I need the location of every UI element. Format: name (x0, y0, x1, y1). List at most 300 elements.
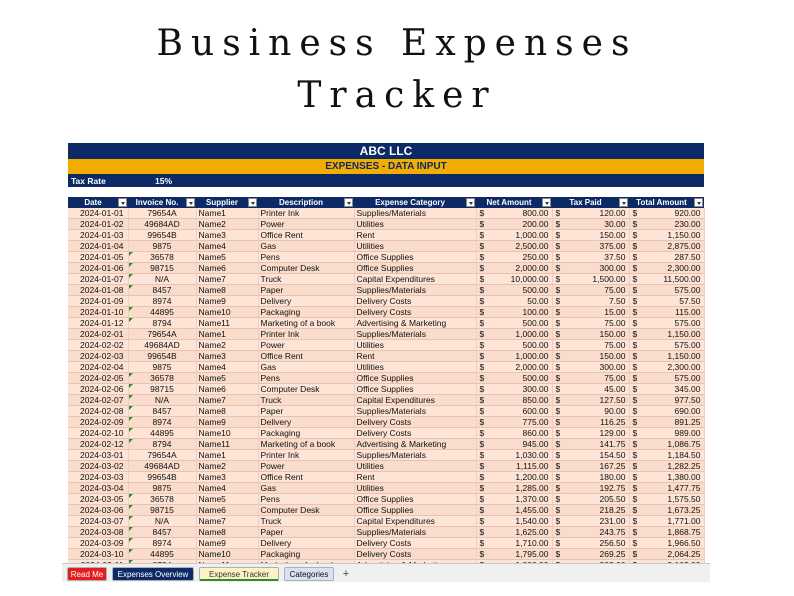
cell-total-amount[interactable] (629, 351, 704, 362)
cell-date[interactable] (68, 538, 128, 549)
cell-net-amount[interactable] (476, 329, 552, 340)
cell-date[interactable] (68, 329, 128, 340)
cell-total-amount[interactable] (629, 384, 704, 395)
filter-dropdown-icon[interactable] (118, 198, 127, 207)
cell-description[interactable] (258, 285, 354, 296)
cell-category[interactable] (354, 549, 476, 560)
cell-tax-paid[interactable] (552, 373, 629, 384)
cell-description[interactable] (258, 219, 354, 230)
column-header-net-amount[interactable]: Net Amount (476, 197, 552, 208)
cell-tax-paid[interactable] (552, 296, 629, 307)
cell-invoice[interactable] (128, 450, 196, 461)
cell-supplier[interactable] (196, 417, 258, 428)
cell-net-amount[interactable] (476, 219, 552, 230)
cell-category[interactable] (354, 296, 476, 307)
cell-net-amount[interactable] (476, 516, 552, 527)
cell-invoice[interactable] (128, 307, 196, 318)
cell-tax-paid[interactable] (552, 384, 629, 395)
cell-total-amount[interactable] (629, 263, 704, 274)
cell-tax-paid[interactable] (552, 219, 629, 230)
cell-supplier[interactable] (196, 252, 258, 263)
cell-tax-paid[interactable] (552, 307, 629, 318)
cell-total-amount[interactable] (629, 417, 704, 428)
cell-date[interactable] (68, 428, 128, 439)
cell-net-amount[interactable] (476, 307, 552, 318)
cell-invoice[interactable] (128, 208, 196, 219)
cell-category[interactable] (354, 351, 476, 362)
cell-total-amount[interactable] (629, 549, 704, 560)
cell-supplier[interactable] (196, 505, 258, 516)
cell-supplier[interactable] (196, 527, 258, 538)
cell-net-amount[interactable] (476, 505, 552, 516)
cell-supplier[interactable] (196, 241, 258, 252)
cell-invoice[interactable] (128, 373, 196, 384)
table-row (68, 318, 704, 329)
cell-total-amount[interactable] (629, 406, 704, 417)
cell-total-amount[interactable] (629, 296, 704, 307)
cell-invoice[interactable] (128, 483, 196, 494)
cell-description[interactable] (258, 483, 354, 494)
cell-date[interactable] (68, 274, 128, 285)
cell-total-amount[interactable] (629, 472, 704, 483)
cell-total-amount[interactable] (629, 483, 704, 494)
cell-tax-paid[interactable] (552, 406, 629, 417)
currency-symbol: $ (479, 505, 485, 515)
cell-value: 891.25 (674, 417, 701, 427)
tab-read-me[interactable]: Read Me (67, 567, 107, 581)
tax-rate-value[interactable]: 15% (155, 176, 173, 186)
cell-tax-paid[interactable] (552, 252, 629, 263)
cell-value: 500.00 (522, 318, 549, 328)
cell-date[interactable] (68, 417, 128, 428)
cell-category[interactable] (354, 219, 476, 230)
cell-supplier[interactable] (196, 384, 258, 395)
cell-total-amount[interactable] (629, 494, 704, 505)
cell-description[interactable] (258, 395, 354, 406)
cell-invoice[interactable] (128, 252, 196, 263)
cell-tax-paid[interactable] (552, 395, 629, 406)
cell-supplier[interactable] (196, 230, 258, 241)
cell-total-amount[interactable] (629, 527, 704, 538)
cell-description[interactable] (258, 329, 354, 340)
filter-dropdown-icon[interactable] (542, 198, 551, 207)
cell-category[interactable] (354, 252, 476, 263)
cell-supplier[interactable] (196, 318, 258, 329)
cell-description[interactable] (258, 362, 354, 373)
cell-invoice[interactable] (128, 384, 196, 395)
cell-net-amount[interactable] (476, 362, 552, 373)
cell-description[interactable] (258, 241, 354, 252)
cell-tax-paid[interactable] (552, 417, 629, 428)
cell-supplier[interactable] (196, 219, 258, 230)
cell-net-amount[interactable] (476, 483, 552, 494)
cell-net-amount[interactable] (476, 384, 552, 395)
cell-net-amount[interactable] (476, 461, 552, 472)
currency-symbol: $ (555, 263, 561, 273)
cell-category[interactable] (354, 230, 476, 241)
cell-description[interactable] (258, 538, 354, 549)
cell-category[interactable] (354, 263, 476, 274)
cell-date[interactable] (68, 461, 128, 472)
filter-dropdown-icon[interactable] (466, 198, 475, 207)
cell-invoice[interactable] (128, 516, 196, 527)
cell-date[interactable] (68, 505, 128, 516)
add-sheet-button[interactable]: + (342, 568, 350, 580)
cell-invoice[interactable] (128, 494, 196, 505)
cell-total-amount[interactable] (629, 241, 704, 252)
cell-supplier[interactable] (196, 285, 258, 296)
cell-date[interactable] (68, 406, 128, 417)
cell-value: Name6 (198, 505, 226, 515)
cell-date[interactable] (68, 362, 128, 373)
cell-tax-paid[interactable] (552, 494, 629, 505)
cell-description[interactable] (258, 428, 354, 439)
table-row (68, 417, 704, 428)
cell-net-amount[interactable] (476, 230, 552, 241)
column-header-date[interactable]: Date (68, 197, 128, 208)
cell-tax-paid[interactable] (552, 483, 629, 494)
cell-invoice[interactable] (128, 428, 196, 439)
cell-tax-paid[interactable] (552, 351, 629, 362)
cell-date[interactable] (68, 285, 128, 296)
cell-date[interactable] (68, 219, 128, 230)
cell-net-amount[interactable] (476, 263, 552, 274)
cell-date[interactable] (68, 241, 128, 252)
cell-net-amount[interactable] (476, 351, 552, 362)
cell-description[interactable] (258, 340, 354, 351)
cell-tax-paid[interactable] (552, 241, 629, 252)
cell-invoice[interactable] (128, 241, 196, 252)
cell-category[interactable] (354, 428, 476, 439)
cell-value: 75.00 (604, 285, 626, 295)
column-header-supplier[interactable]: Supplier (196, 197, 258, 208)
cell-description[interactable] (258, 307, 354, 318)
cell-date[interactable] (68, 527, 128, 538)
cell-value: 2,300.00 (667, 362, 701, 372)
cell-date[interactable] (68, 263, 128, 274)
cell-invoice[interactable] (128, 219, 196, 230)
cell-total-amount[interactable] (629, 362, 704, 373)
cell-tax-paid[interactable] (552, 329, 629, 340)
cell-net-amount[interactable] (476, 417, 552, 428)
cell-tax-paid[interactable] (552, 285, 629, 296)
cell-total-amount[interactable] (629, 516, 704, 527)
cell-category[interactable] (354, 241, 476, 252)
cell-date[interactable] (68, 252, 128, 263)
cell-supplier[interactable] (196, 450, 258, 461)
cell-date[interactable] (68, 549, 128, 560)
cell-invoice[interactable] (128, 285, 196, 296)
cell-total-amount[interactable] (629, 208, 704, 219)
cell-total-amount[interactable] (629, 439, 704, 450)
cell-category[interactable] (354, 373, 476, 384)
cell-date[interactable] (68, 340, 128, 351)
cell-category[interactable] (354, 516, 476, 527)
cell-supplier[interactable] (196, 329, 258, 340)
cell-total-amount[interactable] (629, 219, 704, 230)
cell-supplier[interactable] (196, 274, 258, 285)
cell-total-amount[interactable] (629, 307, 704, 318)
table-row (68, 263, 704, 274)
cell-category[interactable] (354, 406, 476, 417)
cell-invoice[interactable] (128, 417, 196, 428)
cell-description[interactable] (258, 549, 354, 560)
cell-value: 36578 (150, 252, 174, 262)
cell-category[interactable] (354, 494, 476, 505)
cell-description[interactable] (258, 472, 354, 483)
cell-category[interactable] (354, 395, 476, 406)
cell-date[interactable] (68, 384, 128, 395)
cell-invoice[interactable] (128, 230, 196, 241)
cell-category[interactable] (354, 307, 476, 318)
cell-date[interactable] (68, 439, 128, 450)
cell-total-amount[interactable] (629, 230, 704, 241)
cell-description[interactable] (258, 406, 354, 417)
cell-tax-paid[interactable] (552, 318, 629, 329)
cell-category[interactable] (354, 439, 476, 450)
cell-net-amount[interactable] (476, 285, 552, 296)
tab-categories[interactable]: Categories (284, 567, 334, 581)
cell-category[interactable] (354, 329, 476, 340)
cell-total-amount[interactable] (629, 274, 704, 285)
cell-description[interactable] (258, 450, 354, 461)
cell-net-amount[interactable] (476, 549, 552, 560)
cell-value: 150.00 (599, 230, 626, 240)
cell-supplier[interactable] (196, 439, 258, 450)
cell-net-amount[interactable] (476, 538, 552, 549)
cell-description[interactable] (258, 384, 354, 395)
cell-total-amount[interactable] (629, 329, 704, 340)
cell-description[interactable] (258, 351, 354, 362)
currency-symbol: $ (632, 285, 638, 295)
cell-category[interactable] (354, 274, 476, 285)
cell-description[interactable] (258, 318, 354, 329)
cell-tax-paid[interactable] (552, 516, 629, 527)
cell-net-amount[interactable] (476, 428, 552, 439)
cell-invoice[interactable] (128, 406, 196, 417)
column-header-total-amount[interactable]: Total Amount (629, 197, 704, 208)
cell-invoice[interactable] (128, 538, 196, 549)
cell-category[interactable] (354, 450, 476, 461)
cell-value: 116.25 (600, 417, 626, 427)
cell-category[interactable] (354, 285, 476, 296)
column-header-description[interactable]: Description (258, 197, 354, 208)
cell-category[interactable] (354, 340, 476, 351)
filter-dropdown-icon[interactable] (248, 198, 257, 207)
cell-supplier[interactable] (196, 472, 258, 483)
cell-value: 2,875.00 (667, 241, 701, 251)
cell-invoice[interactable] (128, 362, 196, 373)
cell-supplier[interactable] (196, 307, 258, 318)
cell-supplier[interactable] (196, 395, 258, 406)
cell-invoice[interactable] (128, 340, 196, 351)
cell-category[interactable] (354, 538, 476, 549)
cell-tax-paid[interactable] (552, 505, 629, 516)
cell-invoice[interactable] (128, 439, 196, 450)
cell-tax-paid[interactable] (552, 439, 629, 450)
cell-tax-paid[interactable] (552, 428, 629, 439)
cell-date[interactable] (68, 516, 128, 527)
cell-net-amount[interactable] (476, 252, 552, 263)
cell-description[interactable] (258, 373, 354, 384)
filter-dropdown-icon[interactable] (344, 198, 353, 207)
cell-value: 8974 (152, 296, 172, 306)
cell-invoice[interactable] (128, 351, 196, 362)
cell-date[interactable] (68, 318, 128, 329)
cell-tax-paid[interactable] (552, 340, 629, 351)
cell-supplier[interactable] (196, 494, 258, 505)
filter-dropdown-icon[interactable] (694, 198, 703, 207)
cell-value: 2024-03-07 (80, 516, 124, 526)
cell-net-amount[interactable] (476, 406, 552, 417)
cell-date[interactable] (68, 450, 128, 461)
cell-description[interactable] (258, 230, 354, 241)
cell-category[interactable] (354, 483, 476, 494)
cell-supplier[interactable] (196, 340, 258, 351)
cell-supplier[interactable] (196, 516, 258, 527)
cell-net-amount[interactable] (476, 208, 552, 219)
cell-date[interactable] (68, 307, 128, 318)
column-header-category[interactable]: Expense Category (354, 197, 476, 208)
cell-total-amount[interactable] (629, 285, 704, 296)
cell-total-amount[interactable] (629, 428, 704, 439)
cell-description[interactable] (258, 461, 354, 472)
cell-net-amount[interactable] (476, 241, 552, 252)
cell-total-amount[interactable] (629, 450, 704, 461)
column-header-invoice[interactable]: Invoice No. (128, 197, 196, 208)
cell-category[interactable] (354, 505, 476, 516)
tab-expenses-overview[interactable]: Expenses Overview (112, 567, 194, 581)
cell-supplier[interactable] (196, 428, 258, 439)
cell-category[interactable] (354, 472, 476, 483)
cell-invoice[interactable] (128, 329, 196, 340)
cell-supplier[interactable] (196, 351, 258, 362)
cell-category[interactable] (354, 208, 476, 219)
cell-date[interactable] (68, 494, 128, 505)
cell-supplier[interactable] (196, 296, 258, 307)
cell-date[interactable] (68, 395, 128, 406)
cell-tax-paid[interactable] (552, 230, 629, 241)
cell-supplier[interactable] (196, 208, 258, 219)
cell-description[interactable] (258, 274, 354, 285)
cell-invoice[interactable] (128, 318, 196, 329)
cell-description[interactable] (258, 263, 354, 274)
cell-tax-paid[interactable] (552, 263, 629, 274)
cell-invoice[interactable] (128, 549, 196, 560)
cell-tax-paid[interactable] (552, 362, 629, 373)
cell-date[interactable] (68, 351, 128, 362)
cell-tax-paid[interactable] (552, 549, 629, 560)
cell-description[interactable] (258, 208, 354, 219)
cell-date[interactable] (68, 296, 128, 307)
cell-category[interactable] (354, 362, 476, 373)
cell-value: Paper (260, 527, 284, 537)
cell-category[interactable] (354, 527, 476, 538)
cell-total-amount[interactable] (629, 395, 704, 406)
cell-category[interactable] (354, 417, 476, 428)
cell-tax-paid[interactable] (552, 450, 629, 461)
cell-date[interactable] (68, 373, 128, 384)
cell-description[interactable] (258, 527, 354, 538)
column-header-tax-paid[interactable]: Tax Paid (552, 197, 629, 208)
cell-tax-paid[interactable] (552, 274, 629, 285)
cell-net-amount[interactable] (476, 494, 552, 505)
cell-supplier[interactable] (196, 549, 258, 560)
cell-supplier[interactable] (196, 263, 258, 274)
cell-category[interactable] (354, 318, 476, 329)
cell-date[interactable] (68, 208, 128, 219)
cell-total-amount[interactable] (629, 505, 704, 516)
cell-invoice[interactable] (128, 472, 196, 483)
cell-net-amount[interactable] (476, 472, 552, 483)
cell-total-amount[interactable] (629, 252, 704, 263)
cell-net-amount[interactable] (476, 340, 552, 351)
cell-date[interactable] (68, 472, 128, 483)
filter-dropdown-icon[interactable] (619, 198, 628, 207)
cell-net-amount[interactable] (476, 395, 552, 406)
cell-net-amount[interactable] (476, 318, 552, 329)
cell-supplier[interactable] (196, 373, 258, 384)
cell-total-amount[interactable] (629, 461, 704, 472)
cell-tax-paid[interactable] (552, 208, 629, 219)
cell-value: Supplies/Materials (356, 450, 426, 460)
cell-total-amount[interactable] (629, 538, 704, 549)
cell-supplier[interactable] (196, 483, 258, 494)
cell-tax-paid[interactable] (552, 527, 629, 538)
cell-description[interactable] (258, 296, 354, 307)
cell-description[interactable] (258, 417, 354, 428)
cell-description[interactable] (258, 505, 354, 516)
cell-invoice[interactable] (128, 505, 196, 516)
cell-total-amount[interactable] (629, 373, 704, 384)
cell-net-amount[interactable] (476, 274, 552, 285)
cell-description[interactable] (258, 516, 354, 527)
cell-supplier[interactable] (196, 538, 258, 549)
cell-tax-paid[interactable] (552, 472, 629, 483)
cell-invoice[interactable] (128, 296, 196, 307)
cell-net-amount[interactable] (476, 450, 552, 461)
cell-value: 1,795.00 (515, 549, 549, 559)
cell-description[interactable] (258, 252, 354, 263)
cell-category[interactable] (354, 384, 476, 395)
cell-date[interactable] (68, 483, 128, 494)
cell-net-amount[interactable] (476, 373, 552, 384)
cell-invoice[interactable] (128, 395, 196, 406)
cell-description[interactable] (258, 494, 354, 505)
cell-value: Name8 (198, 406, 226, 416)
cell-invoice[interactable] (128, 461, 196, 472)
cell-supplier[interactable] (196, 362, 258, 373)
cell-invoice[interactable] (128, 527, 196, 538)
tab-expense-tracker[interactable]: Expense Tracker (199, 567, 279, 581)
cell-tax-paid[interactable] (552, 538, 629, 549)
cell-total-amount[interactable] (629, 318, 704, 329)
cell-net-amount[interactable] (476, 439, 552, 450)
cell-tax-paid[interactable] (552, 461, 629, 472)
cell-value: 57.50 (679, 296, 701, 306)
cell-invoice[interactable] (128, 274, 196, 285)
cell-supplier[interactable] (196, 461, 258, 472)
cell-net-amount[interactable] (476, 527, 552, 538)
cell-total-amount[interactable] (629, 340, 704, 351)
filter-dropdown-icon[interactable] (186, 198, 195, 207)
cell-date[interactable] (68, 230, 128, 241)
cell-supplier[interactable] (196, 406, 258, 417)
cell-category[interactable] (354, 461, 476, 472)
cell-invoice[interactable] (128, 263, 196, 274)
cell-net-amount[interactable] (476, 296, 552, 307)
cell-description[interactable] (258, 439, 354, 450)
